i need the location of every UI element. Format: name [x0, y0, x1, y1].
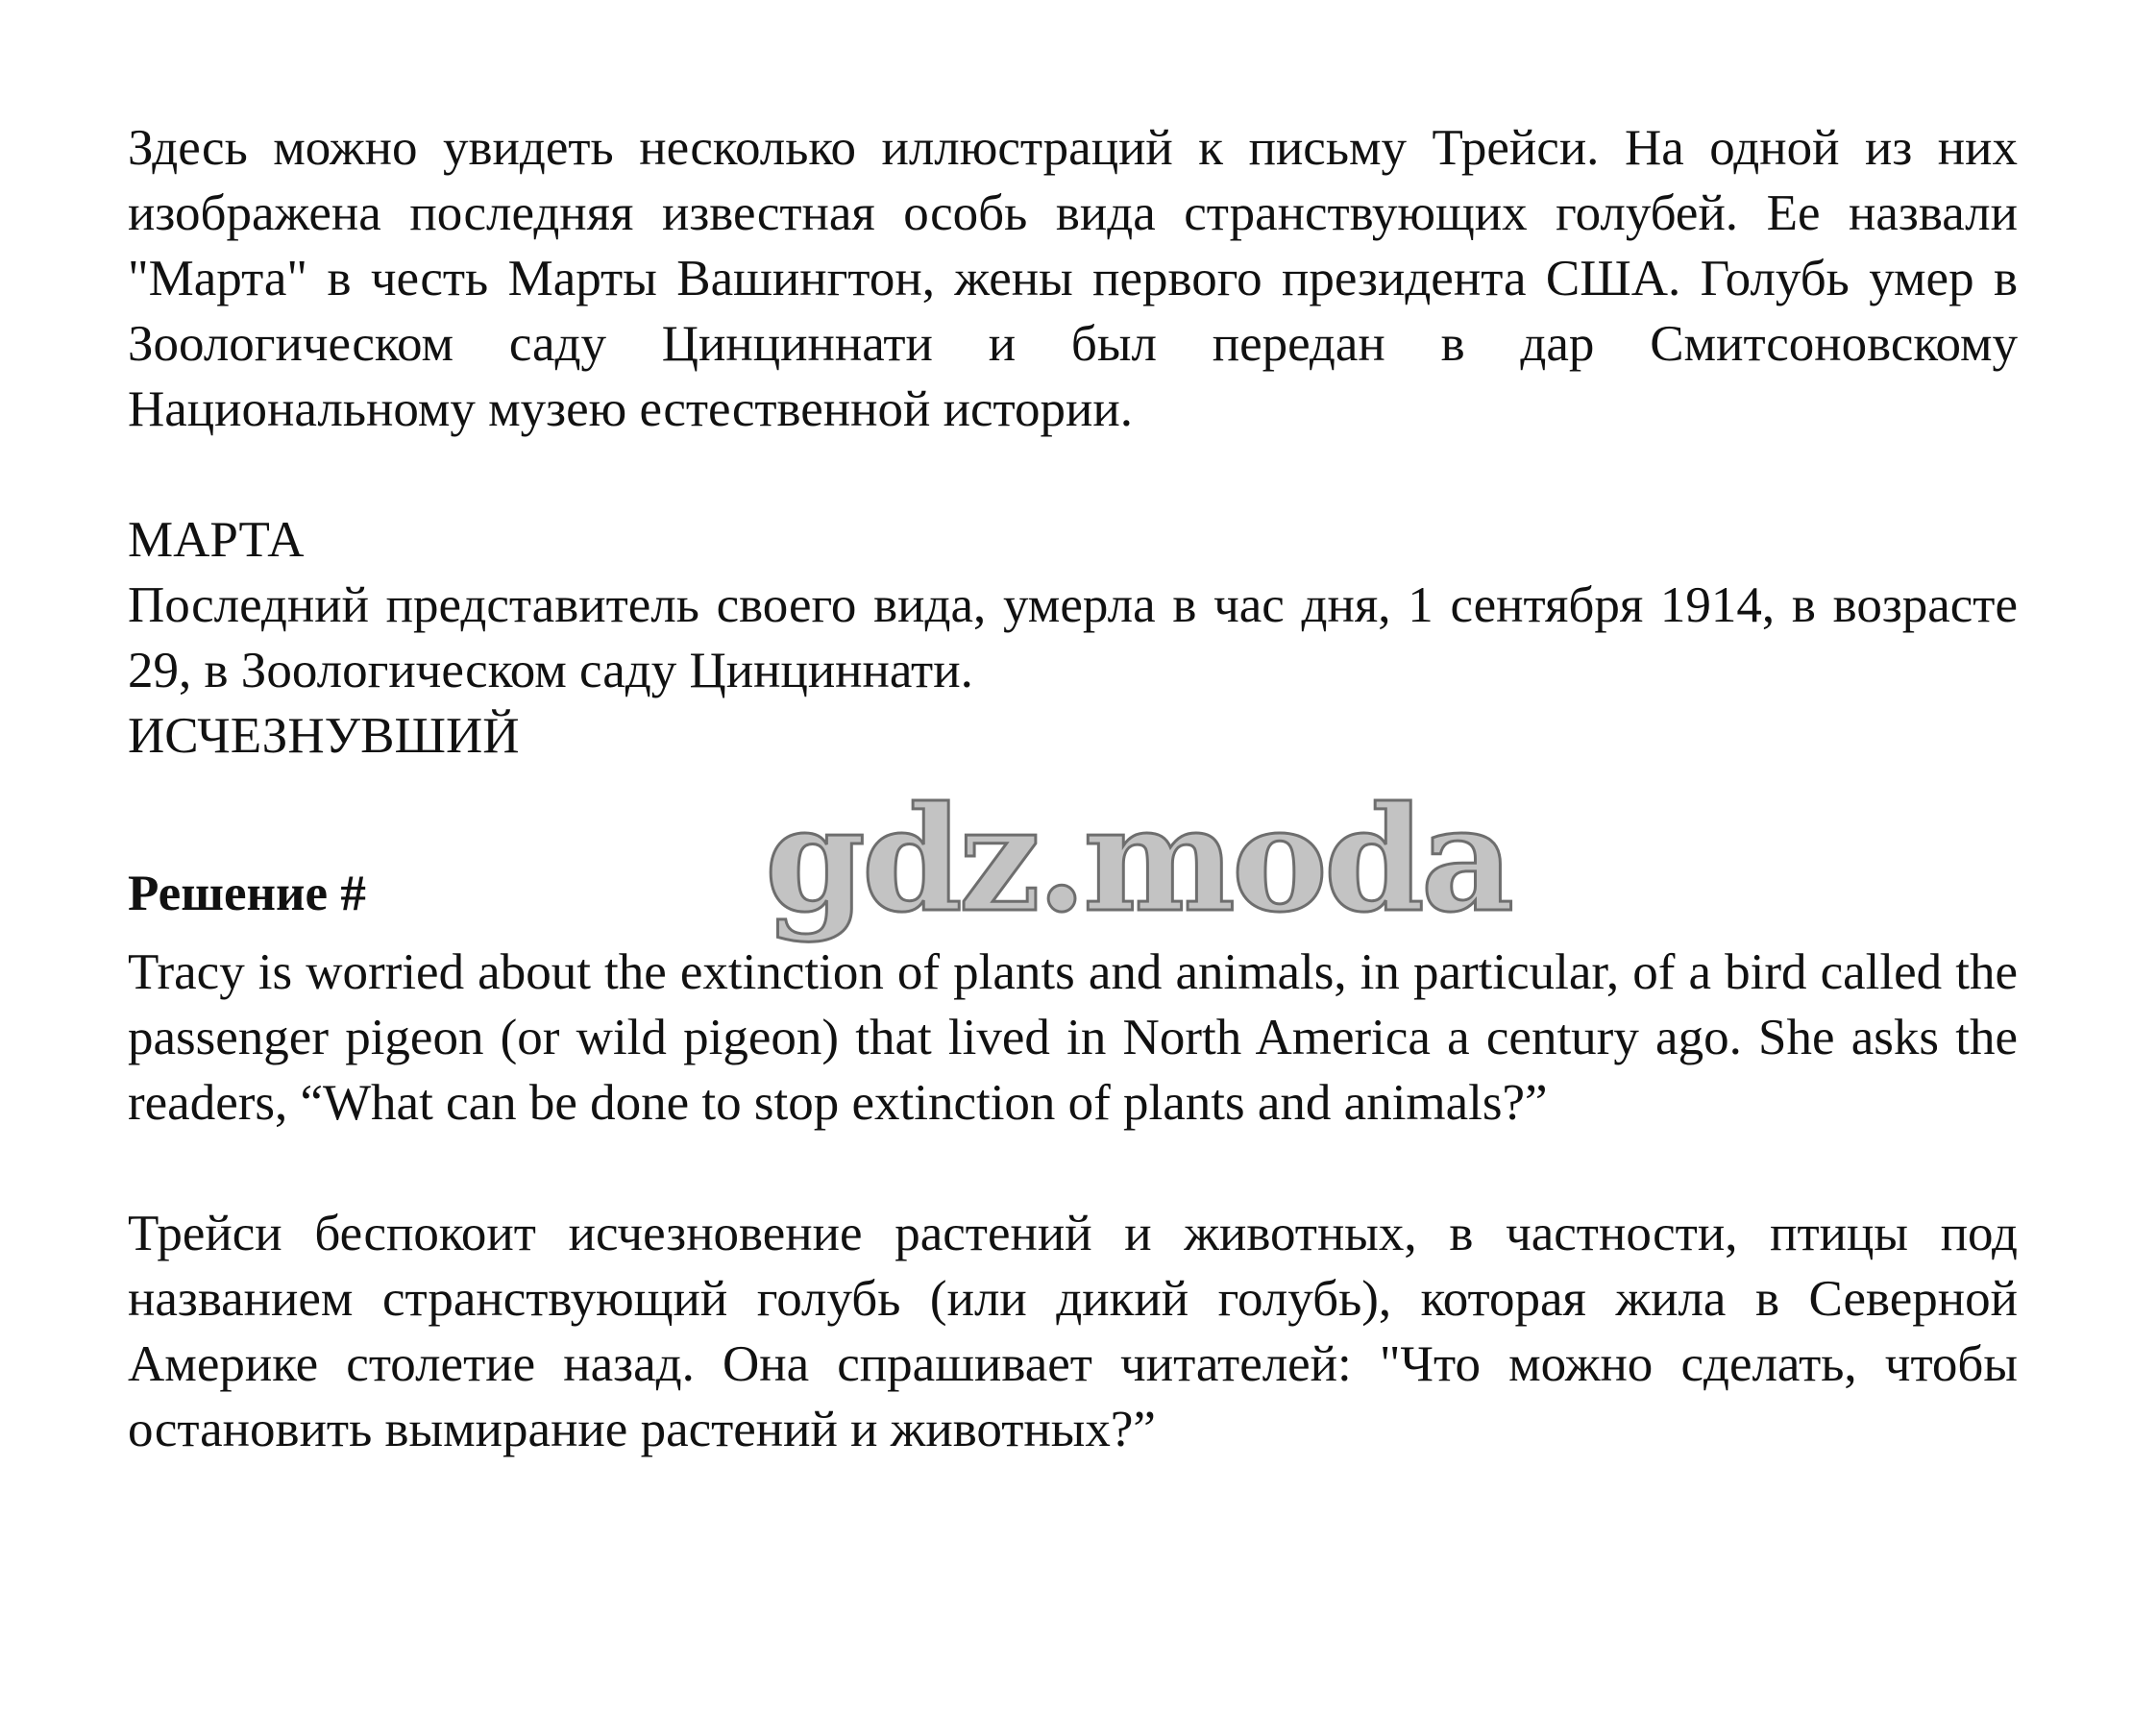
solution-russian-paragraph: Трейси беспокоит исчезновение растений и животных, в частности, птицы под названием странствующий голубь (или дикий голубь), которая жила в Северной Америке столетие назад. Она спрашивает читателей: "Что можно сделать, чтобы остановить вымирание растений и животных?” [128, 1206, 2018, 1457]
caption-title: МАРТА [128, 512, 305, 568]
solution-heading: Решение # [128, 866, 366, 921]
document-page [128, 115, 2018, 1462]
caption-text: Последний представитель своего вида, умерла в час дня, 1 сентября 1914, в возрасте 29, в Зоологическом саду Цинциннати. [128, 577, 2018, 698]
caption-status: ИСЧЕЗНУВШИЙ [128, 708, 520, 764]
solution-english-paragraph: Tracy is worried about the extinction of plants and animals, in particular, of a bird called the passenger pigeon (or wild pigeon) that lived in North America a century ago. She asks the readers, “What can be done to stop extinction of plants and animals?” [128, 944, 2018, 1131]
watermark-logo: gdz.moda [765, 775, 1511, 944]
spacer [128, 442, 2018, 507]
spacer [128, 1136, 2018, 1201]
solution-heading-area [128, 775, 2018, 944]
intro-paragraph: Здесь можно увидеть несколько иллюстраций к письму Трейси. На одной из них изображена последняя известная особь вида странствующих голубей. Ее назвали "Марта" в честь Марты Вашингтон, жены первого президента США. Голубь умер в Зоологическом саду Цинциннати и был передан в дар Смитсоновскому Национальному музею естественной истории. [128, 120, 2018, 437]
